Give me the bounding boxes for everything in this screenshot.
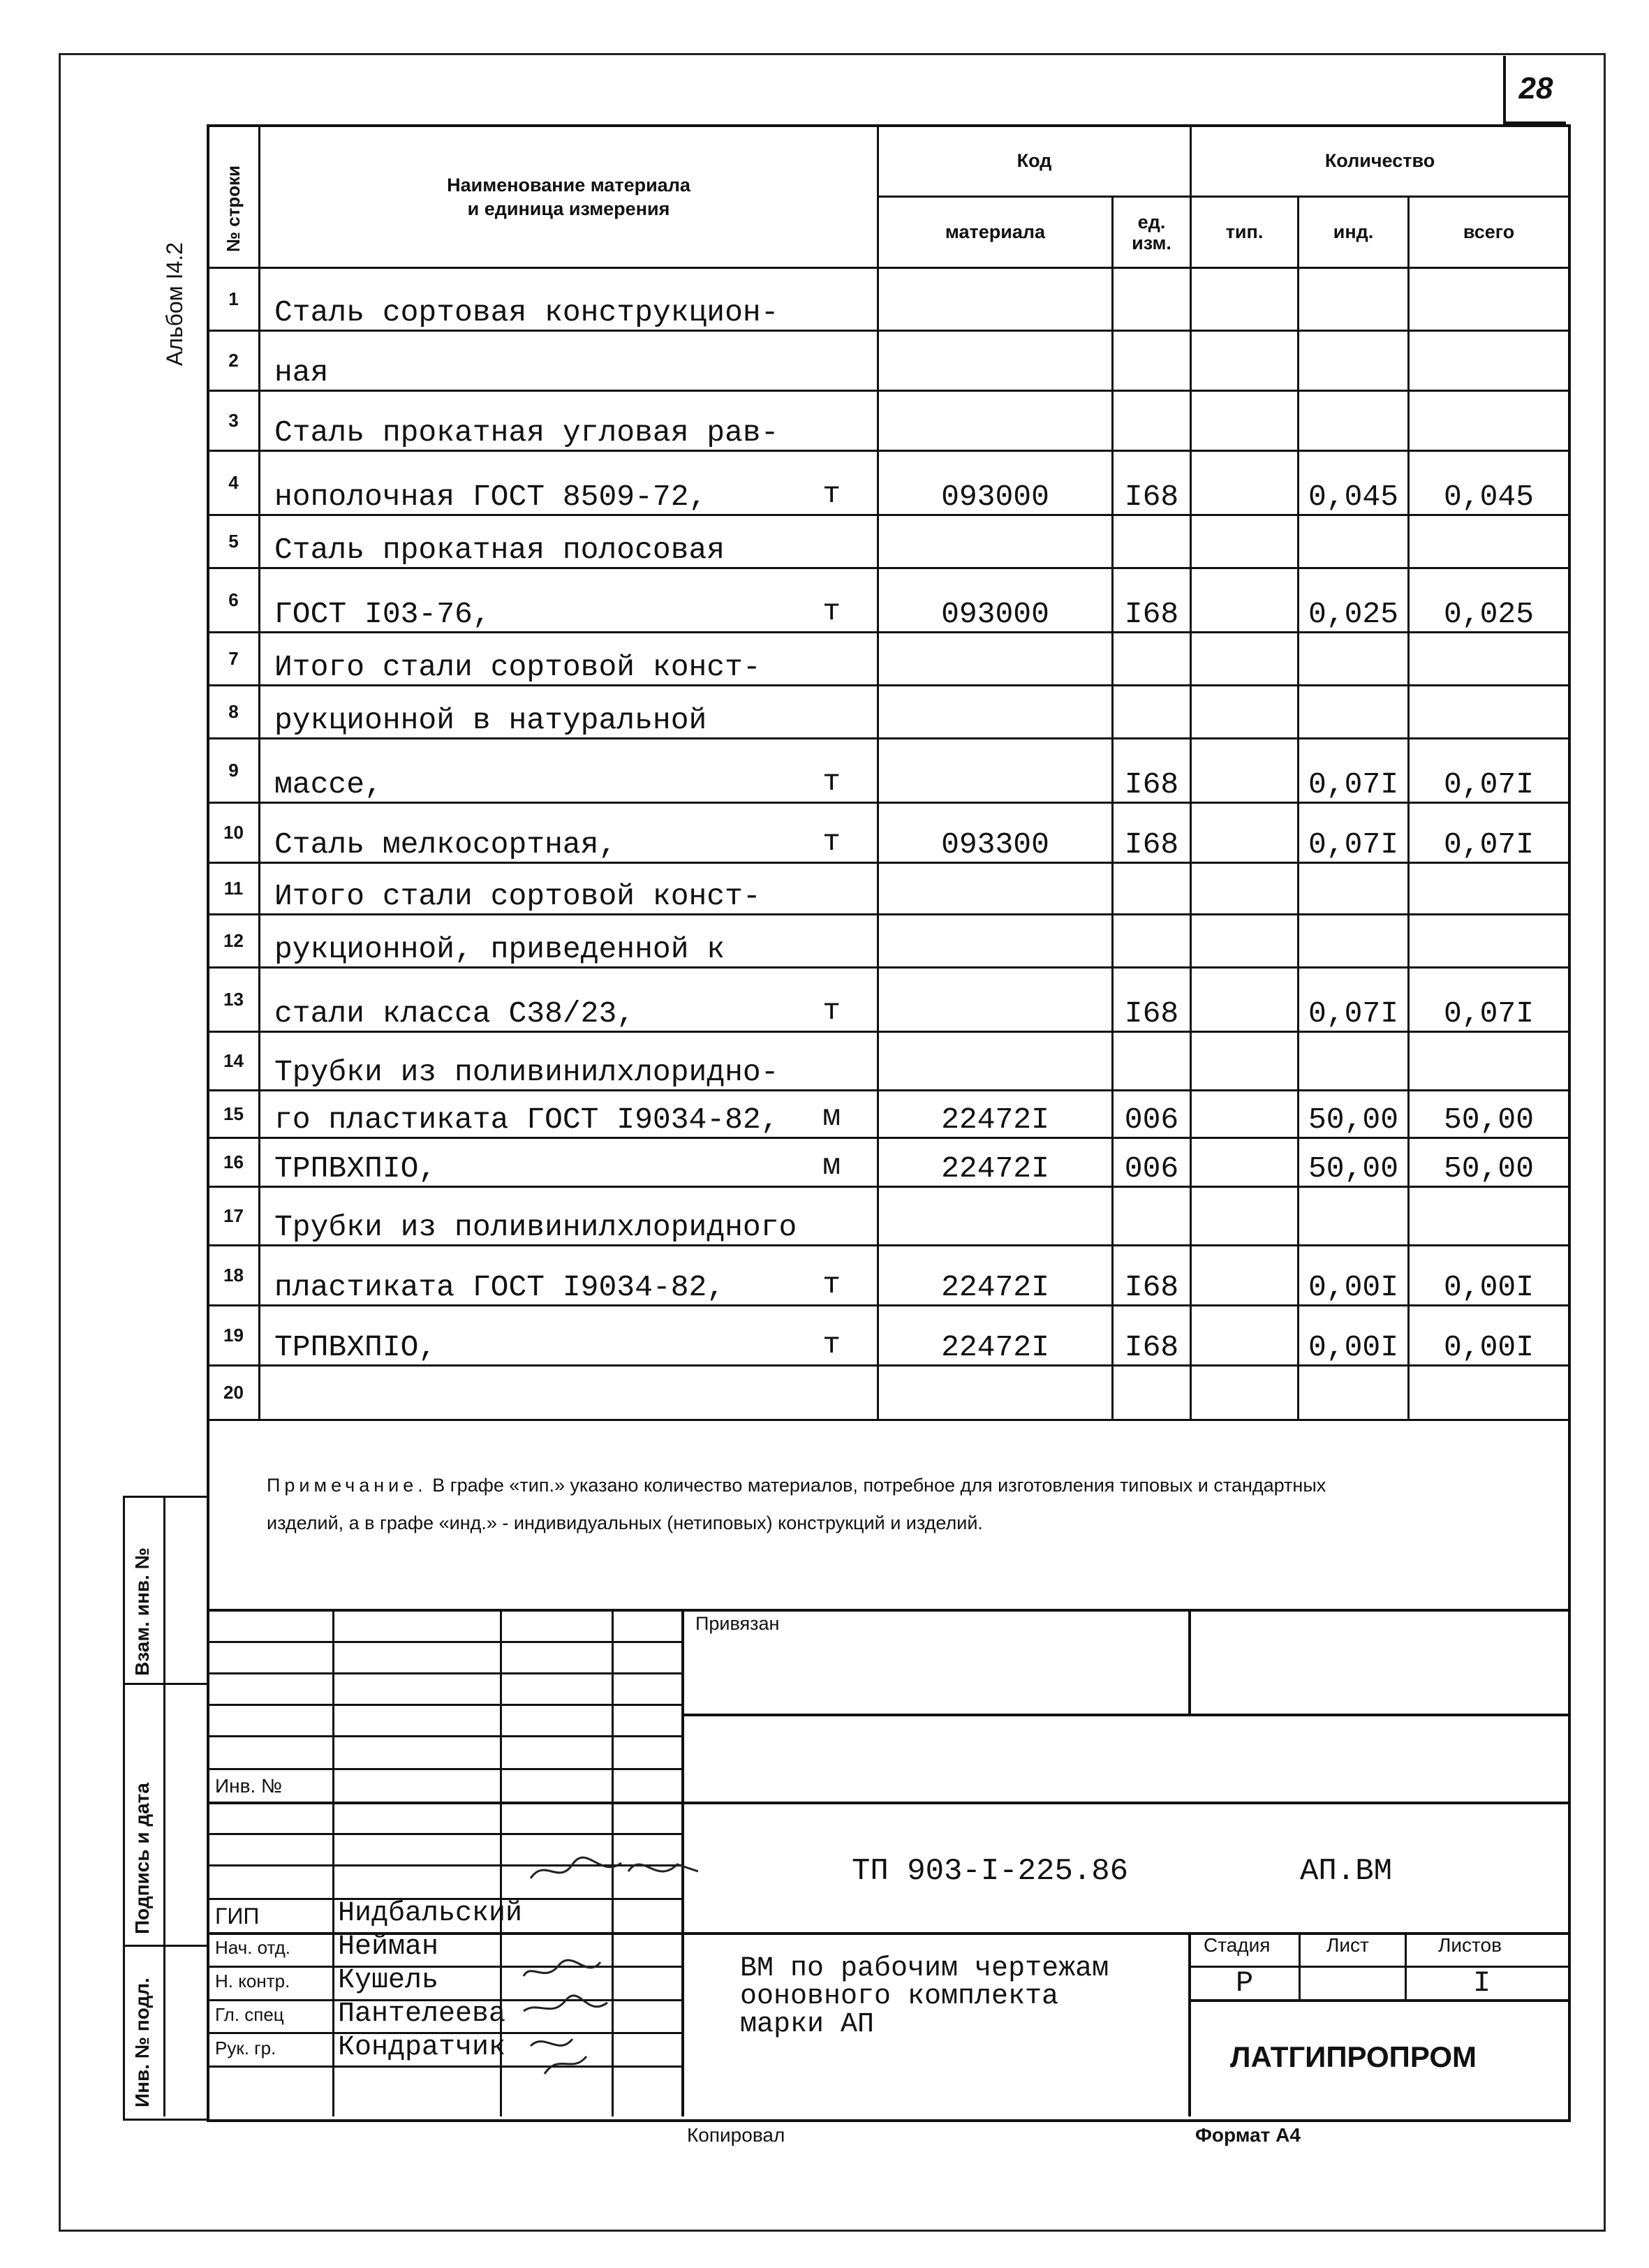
- stage-vline: [1299, 1932, 1301, 2001]
- row-number: 13: [208, 968, 260, 1032]
- role-label: Н. контр.: [215, 1971, 290, 1991]
- unit-code: [1113, 1187, 1191, 1246]
- material-name: ная: [260, 331, 878, 391]
- role-label: Рук. гр.: [215, 2038, 276, 2059]
- tb-hline: [207, 1641, 681, 1643]
- material-code: [878, 331, 1113, 391]
- table-row: [208, 1306, 1569, 1366]
- sheets-label: Листов: [1438, 1934, 1502, 1956]
- unit-code: I68: [1113, 1246, 1191, 1306]
- unit-of-measure: т: [822, 1267, 841, 1302]
- note-lead: Примечание.: [267, 1475, 427, 1496]
- unit-code: I68: [1113, 803, 1191, 863]
- qty-typ: [1191, 331, 1299, 391]
- person-name: Нейман: [338, 1931, 439, 1963]
- unit-code: [1113, 515, 1191, 568]
- material-name: рукционной в натуральной: [260, 686, 878, 739]
- qty-ind: 50,00: [1299, 1138, 1409, 1187]
- table-row: [208, 1246, 1569, 1306]
- row-number: 11: [208, 863, 260, 915]
- qty-total: 50,00: [1409, 1138, 1569, 1187]
- material-code: [878, 1032, 1113, 1091]
- row-number: 14: [208, 1032, 260, 1091]
- signatures: [517, 1843, 712, 2081]
- table-row: [208, 391, 1569, 451]
- tb-vline: [332, 1609, 334, 2116]
- qty-ind: [1299, 633, 1409, 686]
- material-code: [878, 968, 1113, 1032]
- header-qty-total: всего: [1409, 197, 1569, 268]
- qty-ind: 0,00I: [1299, 1246, 1409, 1306]
- qty-total: 0,045: [1409, 451, 1569, 515]
- qty-typ: [1191, 268, 1299, 331]
- format-label: Формат А4: [1195, 2124, 1301, 2146]
- material-name: ТРПВХПIO, м: [260, 1138, 878, 1187]
- material-code: 22472I: [878, 1246, 1113, 1306]
- material-code: [878, 633, 1113, 686]
- qty-ind: 50,00: [1299, 1091, 1409, 1138]
- row-number: 5: [208, 515, 260, 568]
- unit-code: [1113, 391, 1191, 451]
- unit-code: [1113, 331, 1191, 391]
- sheet-label: Лист: [1326, 1934, 1369, 1956]
- inv-podl-label: Инв. № подл.: [131, 1978, 153, 2107]
- qty-typ: [1191, 391, 1299, 451]
- tb-hline: [207, 1802, 1568, 1804]
- qty-ind: 0,07I: [1299, 803, 1409, 863]
- unit-of-measure: м: [822, 1100, 841, 1134]
- qty-typ: [1191, 1032, 1299, 1091]
- material-code: [878, 863, 1113, 915]
- qty-ind: [1299, 1187, 1409, 1246]
- vzam-label: Взам. инв. №: [131, 1547, 153, 1676]
- qty-total: 0,07I: [1409, 968, 1569, 1032]
- materials-table: [207, 124, 1570, 1421]
- qty-typ: [1191, 968, 1299, 1032]
- unit-code: [1113, 268, 1191, 331]
- copied-label: Копировал: [687, 2124, 785, 2146]
- qty-total: [1409, 633, 1569, 686]
- row-number: 1: [208, 268, 260, 331]
- material-name: массе, т: [260, 739, 878, 803]
- qty-total: [1409, 391, 1569, 451]
- table-row: [208, 1138, 1569, 1187]
- row-number: 18: [208, 1246, 260, 1306]
- material-code: 22472I: [878, 1138, 1113, 1187]
- table-row: [208, 568, 1569, 633]
- qty-total: 0,025: [1409, 568, 1569, 633]
- material-code: [878, 1366, 1113, 1420]
- material-code: 093000: [878, 451, 1113, 515]
- qty-typ: [1191, 803, 1299, 863]
- role-label: ГИП: [215, 1904, 260, 1929]
- table-row: [208, 515, 1569, 568]
- qty-total: [1409, 1366, 1569, 1420]
- table-row: [208, 686, 1569, 739]
- row-number: 10: [208, 803, 260, 863]
- material-code: 093000: [878, 568, 1113, 633]
- material-code: 22472I: [878, 1306, 1113, 1366]
- qty-ind: 0,025: [1299, 568, 1409, 633]
- unit-code: 006: [1113, 1091, 1191, 1138]
- tb-vline: [1188, 1609, 1191, 1714]
- material-code: [878, 739, 1113, 803]
- material-name: Трубки из поливинилхлоридного: [260, 1187, 878, 1246]
- note-text: В графе «тип.» указано количество материалов, потребное для изготовления типовых и стандартных изделий, а в графе «инд.» - индивидуальных (нетиповых) конструкций и изделий.: [267, 1475, 1326, 1533]
- unit-code: [1113, 633, 1191, 686]
- qty-ind: [1299, 268, 1409, 331]
- row-number: 3: [208, 391, 260, 451]
- qty-total: 0,00I: [1409, 1306, 1569, 1366]
- qty-typ: [1191, 568, 1299, 633]
- document-title: ВМ по рабочим чертежам ооновного комплекта марки АП: [740, 1953, 1109, 2040]
- material-name: Сталь мелкосортная, т: [260, 803, 878, 863]
- material-name: Сталь прокатная угловая рав-: [260, 391, 878, 451]
- qty-typ: [1191, 515, 1299, 568]
- table-row: [208, 268, 1569, 331]
- unit-code: [1113, 1366, 1191, 1420]
- material-name: стали класса С38/23, т: [260, 968, 878, 1032]
- row-number: 12: [208, 915, 260, 968]
- material-code: [878, 686, 1113, 739]
- qty-total: [1409, 515, 1569, 568]
- material-code: [878, 1187, 1113, 1246]
- row-number: 17: [208, 1187, 260, 1246]
- podpis-label: Подпись и дата: [131, 1783, 153, 1934]
- table-row: [208, 739, 1569, 803]
- stage-vline: [1405, 1932, 1407, 2001]
- table-row: [208, 633, 1569, 686]
- unit-of-measure: т: [822, 594, 841, 628]
- table-row: [208, 915, 1569, 968]
- material-name: ТРПВХПIO, т: [260, 1306, 878, 1366]
- qty-total: [1409, 331, 1569, 391]
- tb-hline: [207, 1672, 681, 1674]
- unit-code: I68: [1113, 739, 1191, 803]
- unit-of-measure: т: [822, 994, 841, 1028]
- row-number: 19: [208, 1306, 260, 1366]
- qty-ind: [1299, 1366, 1409, 1420]
- qty-total: [1409, 863, 1569, 915]
- table-row: [208, 1091, 1569, 1138]
- row-number: 15: [208, 1091, 260, 1138]
- unit-code: 006: [1113, 1138, 1191, 1187]
- qty-typ: [1191, 1366, 1299, 1420]
- qty-typ: [1191, 1138, 1299, 1187]
- material-name: Сталь прокатная полосовая: [260, 515, 878, 568]
- material-name: Трубки из поливинилхлоридно-: [260, 1032, 878, 1091]
- qty-ind: [1299, 1032, 1409, 1091]
- qty-typ: [1191, 1187, 1299, 1246]
- qty-total: 0,07I: [1409, 739, 1569, 803]
- table-row: [208, 1366, 1569, 1420]
- header-code: Код: [878, 126, 1191, 197]
- header-name: Наименование материала и единица измерения: [260, 126, 878, 268]
- person-name: Пантелеева: [338, 1998, 506, 2030]
- sheets-value: I: [1473, 1966, 1491, 2000]
- inv-no-label: Инв. №: [215, 1775, 283, 1797]
- material-name: Сталь сортовая конструкцион-: [260, 268, 878, 331]
- qty-typ: [1191, 1306, 1299, 1366]
- qty-ind: 0,045: [1299, 451, 1409, 515]
- stage-label: Стадия: [1204, 1934, 1271, 1956]
- tb-hline: [207, 1704, 681, 1706]
- qty-typ: [1191, 739, 1299, 803]
- material-code: 093300: [878, 803, 1113, 863]
- tb-top-line: [207, 1609, 1568, 1612]
- table-row: [208, 1032, 1569, 1091]
- unit-of-measure: т: [822, 1327, 841, 1362]
- table-row: [208, 451, 1569, 515]
- material-name: рукционной, приведенной к: [260, 915, 878, 968]
- unit-of-measure: т: [822, 825, 841, 859]
- person-name: Кушель: [338, 1965, 439, 1996]
- designation: ТП 903-I-225.86: [852, 1854, 1129, 1889]
- page-number: 28: [1503, 56, 1566, 124]
- row-number: 7: [208, 633, 260, 686]
- person-name: Кондратчик: [338, 2032, 506, 2063]
- row-number: 2: [208, 331, 260, 391]
- qty-ind: [1299, 515, 1409, 568]
- qty-total: 0,07I: [1409, 803, 1569, 863]
- table-row: [208, 1187, 1569, 1246]
- unit-code: I68: [1113, 451, 1191, 515]
- table-row: [208, 803, 1569, 863]
- row-number: 4: [208, 451, 260, 515]
- table-row: [208, 331, 1569, 391]
- header-qty-ind: инд.: [1299, 197, 1409, 268]
- material-name: Итого стали сортовой конст-: [260, 633, 878, 686]
- qty-total: [1409, 686, 1569, 739]
- unit-of-measure: т: [822, 477, 841, 511]
- qty-typ: [1191, 915, 1299, 968]
- document-mark: АП.ВМ: [1300, 1854, 1393, 1889]
- privyazan-label: Привязан: [695, 1613, 780, 1634]
- row-number: 8: [208, 686, 260, 739]
- unit-code: I68: [1113, 968, 1191, 1032]
- qty-typ: [1191, 863, 1299, 915]
- tb-hline: [681, 1714, 1568, 1716]
- unit-code: [1113, 915, 1191, 968]
- header-row-no: № строки: [208, 126, 260, 268]
- stage-value: Р: [1236, 1966, 1254, 2000]
- qty-ind: [1299, 915, 1409, 968]
- unit-code: I68: [1113, 568, 1191, 633]
- tb-hline: [207, 1735, 681, 1737]
- qty-ind: [1299, 863, 1409, 915]
- row-number: 6: [208, 568, 260, 633]
- header-qty-typ: тип.: [1191, 197, 1299, 268]
- material-name: нополочная ГОСТ 8509-72, т: [260, 451, 878, 515]
- row-number: 16: [208, 1138, 260, 1187]
- role-label: Нач. отд.: [215, 1937, 290, 1958]
- qty-typ: [1191, 1246, 1299, 1306]
- qty-ind: 0,00I: [1299, 1306, 1409, 1366]
- unit-of-measure: т: [822, 765, 841, 799]
- person-name: Нидбальский: [338, 1898, 523, 1929]
- row-number: 9: [208, 739, 260, 803]
- table-row: [208, 863, 1569, 915]
- material-name: пластиката ГОСТ I9034-82, т: [260, 1246, 878, 1306]
- material-name: Итого стали сортовой конст-: [260, 863, 878, 915]
- qty-ind: 0,07I: [1299, 739, 1409, 803]
- unit-code: [1113, 686, 1191, 739]
- album-label: Альбом I4.2: [162, 242, 187, 366]
- qty-ind: [1299, 391, 1409, 451]
- qty-total: [1409, 1032, 1569, 1091]
- material-code: [878, 268, 1113, 331]
- tb-hline: [207, 1833, 681, 1835]
- row-number: 20: [208, 1366, 260, 1420]
- qty-typ: [1191, 451, 1299, 515]
- material-name: го пластиката ГОСТ I9034-82, м: [260, 1091, 878, 1138]
- qty-total: [1409, 915, 1569, 968]
- header-code-material: материала: [878, 197, 1113, 268]
- qty-total: 50,00: [1409, 1091, 1569, 1138]
- material-code: [878, 915, 1113, 968]
- unit-code: [1113, 1032, 1191, 1091]
- role-label: Гл. спец: [215, 2004, 284, 2025]
- qty-typ: [1191, 633, 1299, 686]
- unit-code: [1113, 863, 1191, 915]
- unit-of-measure: м: [822, 1149, 841, 1183]
- qty-total: [1409, 1187, 1569, 1246]
- organization-name: ЛАТГИПРОПРОМ: [1230, 2040, 1477, 2073]
- qty-ind: [1299, 686, 1409, 739]
- qty-total: [1409, 268, 1569, 331]
- qty-typ: [1191, 686, 1299, 739]
- material-code: [878, 515, 1113, 568]
- table-row: [208, 968, 1569, 1032]
- left-margin-divider: [163, 1496, 165, 2116]
- material-name: [260, 1366, 878, 1420]
- material-name: ГОСТ I03-76, т: [260, 568, 878, 633]
- material-code: [878, 391, 1113, 451]
- qty-typ: [1191, 1091, 1299, 1138]
- unit-code: I68: [1113, 1306, 1191, 1366]
- note: [267, 1466, 1356, 1542]
- qty-total: 0,00I: [1409, 1246, 1569, 1306]
- qty-ind: 0,07I: [1299, 968, 1409, 1032]
- header-code-unit: ед. изм.: [1113, 197, 1191, 268]
- material-code: 22472I: [878, 1091, 1113, 1138]
- tb-vline: [1188, 1932, 1191, 2116]
- header-quantity: Количество: [1191, 126, 1569, 197]
- qty-ind: [1299, 331, 1409, 391]
- tb-hline: [207, 1768, 681, 1770]
